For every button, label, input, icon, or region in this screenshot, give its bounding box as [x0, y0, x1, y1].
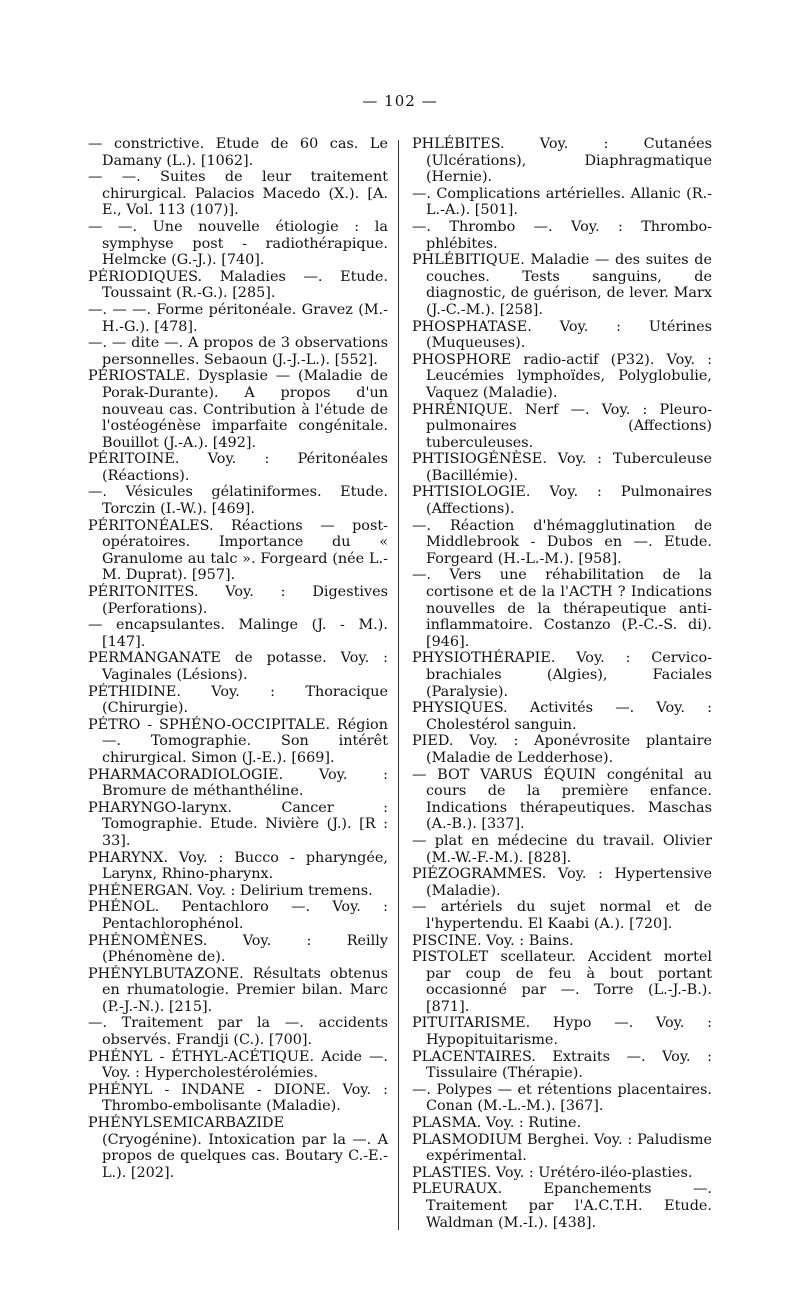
index-entry: PÉRITONÉALES. Réactions — post-opératoires. Importance du « Granulome au talc ». Forgeard (née L.-M. Duprat). [957].: [88, 517, 388, 584]
index-entry: PHÉNYL - ÉTHYL-ACÉTIQUE. Acide —. Voy. : Hypercholestérolémies.: [88, 1048, 388, 1082]
index-entry: PHÉNYLBUTAZONE. Résultats obtenus en rhumatologie. Premier bilan. Marc (P.-J.-N.). [215].: [88, 965, 388, 1015]
index-entry: PHTISIOGÉNÈSE. Voy. : Tuberculeuse (Bacillémie).: [412, 451, 712, 484]
index-entry: —. Complications artérielles. Allanic (R.-L.-A.). [501].: [412, 185, 712, 219]
index-entry: PHOSPHORE radio-actif (P32). Voy. : Leucémies lymphoïdes, Polyglobulie, Vaquez (Maladie).: [412, 351, 712, 401]
index-entry: —. Réaction d'hémagglutination de Middlebrook - Dubos en —. Etude. Forgeard (H.-L.-M.). [958].: [412, 517, 712, 567]
index-entry: PHTISIOLOGIE. Voy. : Pulmonaires (Affections).: [412, 484, 712, 518]
index-entry: PITUITARISME. Hypo —. Voy. : Hypopituitarisme.: [412, 1015, 712, 1049]
index-entry: PLASMODIUM Berghei. Voy. : Paludisme expérimental.: [412, 1131, 712, 1165]
index-entry: PLACENTAIRES. Extraits —. Voy. : Tissulaire (Thérapie).: [412, 1048, 712, 1082]
index-entry: PHARYNX. Voy. : Bucco - pharyngée, Larynx, Rhino-pharynx.: [88, 849, 388, 883]
index-entry: PÉRITONITES. Voy. : Digestives (Perforations).: [88, 584, 388, 617]
page-number: — 102 —: [362, 92, 438, 110]
index-entry: PLEURAUX. Epanchements —. Traitement par l'A.C.T.H. Etude. Waldman (M.-I.). [438].: [412, 1181, 712, 1231]
index-entry: PHÉNYLSEMICARBAZIDE (Cryogénine). Intoxication par la —. A propos de quelques cas. Boutary C.-E.-L.). [202].: [88, 1115, 388, 1181]
index-entry: PHÉNYL - INDANE - DIONE. Voy. : Thrombo-embolisante (Maladie).: [88, 1081, 388, 1115]
index-entry: PHLÉBITIQUE. Maladie — des suites de couches. Tests sanguins, de diagnostic, de guérison, de lever. Marx (J.-C.-M.). [258].: [412, 252, 712, 318]
index-entry: —. Vers une réhabilitation de la cortisone et de la l'ACTH ? Indications nouvelles de la thérapeutique anti-inflammatoire. Costanzo (P.-C.-S. di). [946].: [412, 567, 712, 650]
index-entry: — constrictive. Etude de 60 cas. Le Damany (L.). [1062].: [88, 136, 388, 169]
index-entry: PHARMACORADIOLOGIE. Voy. : Bromure de méthanthéline.: [88, 766, 388, 800]
index-entry: PÉTHIDINE. Voy. : Thoracique (Chirurgie).: [88, 683, 388, 717]
index-entry: PHYSIOTHÉRAPIE. Voy. : Cervico-brachiales (Algies), Faciales (Paralysie).: [412, 650, 712, 700]
index-entry: PÉRIODIQUES. Maladies —. Etude. Toussaint (R.-G.). [285].: [88, 268, 388, 302]
index-entry: —. Vésicules gélatiniformes. Etude. Torczin (I.-W.). [469].: [88, 484, 388, 518]
index-entry: PHÉNOL. Pentachloro —. Voy. : Pentachlorophénol.: [88, 899, 388, 932]
index-entry: — encapsulantes. Malinge (J. - M.). [147].: [88, 617, 388, 650]
index-entry: —. Thrombo —. Voy. : Thrombo-phlébites.: [412, 218, 712, 252]
index-entry: PISCINE. Voy. : Bains.: [412, 932, 574, 949]
index-entry: PHRÉNIQUE. Nerf —. Voy. : Pleuro-pulmonaires (Affections) tuberculeuses.: [412, 401, 712, 451]
index-entry: — BOT VARUS ÉQUIN congénital au cours de la première enfance. Indications thérapeutiques. Maschas (A.-B.). [337].: [412, 766, 712, 833]
right-column: [412, 136, 712, 1231]
index-entry: —. — dite —. A propos de 3 observations personnelles. Sebaoun (J.-J.-L.). [552].: [88, 335, 388, 368]
index-entry: PHOSPHATASE. Voy. : Utérines (Muqueuses).: [412, 318, 712, 352]
left-column: [88, 136, 388, 1181]
index-entry: — artériels du sujet normal et de l'hypertendu. El Kaabi (A.). [720].: [412, 899, 712, 932]
column-divider: [398, 140, 399, 1230]
index-entry: PERMANGANATE de potasse. Voy. : Vaginales (Lésions).: [88, 650, 388, 683]
index-entry: —. Traitement par la —. accidents observés. Frandji (C.). [700].: [88, 1015, 388, 1049]
index-entry: PHLÉBITES. Voy. : Cutanées (Ulcérations), Diaphragmatique (Hernie).: [412, 136, 712, 186]
index-entry: PISTOLET scellateur. Accident mortel par coup de feu à bout portant occasionné par —. Torre (L.-J.-B.). [871].: [412, 949, 712, 1015]
index-entry: PHÉNOMÈNES. Voy. : Reilly (Phénomène de).: [88, 932, 388, 966]
index-entry: PLASTIES. Voy. : Urétéro-iléo-plasties.: [412, 1164, 693, 1181]
index-entry: — plat en médecine du travail. Olivier (M.-W.-F.-M.). [828].: [412, 832, 712, 866]
index-entry: PHYSIQUES. Activités —. Voy. : Cholestérol sanguin.: [412, 700, 712, 733]
index-entry: PIÉZOGRAMMES. Voy. : Hypertensive (Maladie).: [412, 866, 712, 899]
index-entry: PÉTRO - SPHÉNO-OCCIPITALE. Région —. Tomographie. Son intérêt chirurgical. Simon (J.-E.). [669].: [88, 716, 388, 766]
index-entry: PHÉNERGAN. Voy. : Delirium tremens.: [88, 882, 373, 899]
index-entry: PÉRIOSTALE. Dysplasie — (Maladie de Porak-Durante). A propos d'un nouveau cas. Contribution à l'étude de l'ostéogénèse imparfaite congénitale. Bouillot (J.-A.). [492].: [88, 368, 388, 451]
index-entry: —. Polypes — et rétentions placentaires. Conan (M.-L.-M.). [367].: [412, 1081, 712, 1115]
index-entry: PLASMA. Voy. : Rutine.: [412, 1115, 582, 1132]
index-entry: —. — —. Forme péritonéale. Gravez (M.-H.-G.). [478].: [88, 301, 388, 335]
index-entry: — —. Une nouvelle étiologie : la symphyse post - radiothérapique. Helmcke (G.-J.). [740].: [88, 218, 388, 269]
index-entry: PÉRITOINE. Voy. : Péritonéales (Réactions).: [88, 451, 388, 484]
index-entry: PIED. Voy. : Aponévrosite plantaire (Maladie de Ledderhose).: [412, 733, 712, 766]
index-entry: PHARYNGO-larynx. Cancer : Tomographie. Etude. Nivière (J.). [R : 33].: [88, 799, 388, 849]
index-entry: — —. Suites de leur traitement chirurgical. Palacios Macedo (X.). [A. E., Vol. 113 (107)].: [88, 169, 388, 219]
